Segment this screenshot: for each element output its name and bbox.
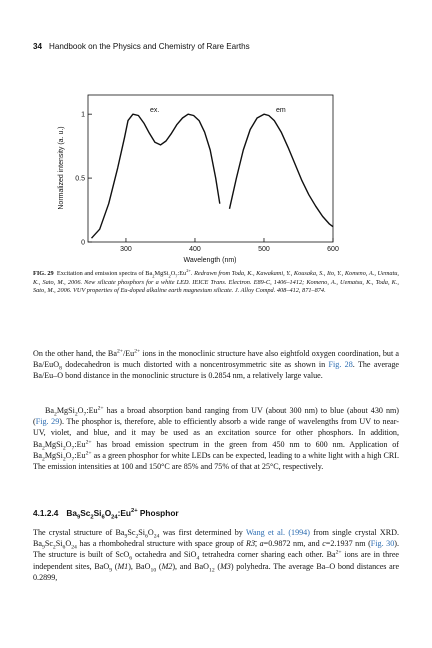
- text: ), and BaO: [172, 561, 209, 571]
- y-ticks: [75, 112, 92, 247]
- sub: 10: [150, 567, 157, 574]
- sub: 9: [42, 544, 45, 551]
- text: (: [112, 561, 118, 571]
- series-line-excitation: [92, 114, 220, 238]
- text: ,: [255, 539, 260, 549]
- sup: 2+: [116, 348, 123, 355]
- caption-text: Excitation and emission spectra of Ba: [56, 270, 153, 277]
- sub: 2: [90, 514, 94, 521]
- caption-sup: 2+: [186, 267, 191, 273]
- text: MgSi: [44, 439, 63, 449]
- text: (: [156, 561, 162, 571]
- text: Phosphor: [137, 508, 179, 518]
- sub: 6: [129, 556, 133, 563]
- caption-text: MgSi: [154, 270, 169, 277]
- text: MgSi: [56, 406, 75, 415]
- text: Si: [55, 539, 63, 549]
- text: was first determined by: [159, 528, 246, 537]
- sup: 2+: [97, 405, 104, 412]
- paragraph-3: [33, 527, 399, 583]
- figure-caption: [33, 267, 399, 296]
- spectra-chart: [58, 90, 339, 265]
- paragraph-1: [33, 348, 399, 382]
- sub: 2: [62, 445, 66, 452]
- sub: 8: [59, 365, 62, 372]
- fig-28-link[interactable]: Fig. 28: [328, 360, 353, 370]
- text: On the other hand, the Ba: [33, 349, 117, 358]
- x-axis-label: Wavelength (nm): [183, 257, 237, 264]
- sub: 2: [42, 456, 45, 463]
- sub: 24: [71, 544, 77, 551]
- sup: 2+: [134, 348, 141, 355]
- text: =2.1937 nm (: [325, 539, 371, 549]
- sup: 2+: [335, 549, 342, 556]
- text: ions are in three independent sites, BaO: [33, 550, 400, 571]
- page-number: 34: [33, 42, 43, 51]
- sub: 12: [209, 567, 215, 574]
- text: O: [65, 439, 72, 449]
- text: c: [322, 539, 326, 549]
- sup: 2+: [85, 450, 92, 457]
- annotation-ex: ex.: [150, 107, 160, 114]
- wang-1994-link[interactable]: Wang et al. (1994): [245, 528, 310, 537]
- sub: 2: [74, 411, 78, 418]
- caption-sub: 2: [152, 273, 155, 279]
- caption-label: FIG. 29: [33, 270, 54, 277]
- text: ). The structure is built of ScO: [33, 539, 399, 560]
- sub: 6: [101, 514, 105, 521]
- annotation-em: em: [276, 107, 286, 114]
- caption-source: Redrawn from Toda, K., Kawakami, Y., Kousaka, S., Ito, Y., Komeno, A., Uematu, K., Sato, M., 2006. New silicate phosphors for a white LED. IEICE Trans. Electron. E89-C, 1406–1412; Komeno, A., Uematsu, K., Toda, K., Sato, M., 2006. VUV properties of Eu-doped alkaline earth magnesium silicate. J. Alloy Compd. 408–412, 871–874.: [33, 270, 399, 295]
- series-group: [92, 114, 334, 238]
- text: ions in the monoclinic structure have also eightfold oxygen coordination, but a Ba/EuO: [33, 349, 399, 370]
- figure-29: [58, 90, 339, 265]
- y-axis-label: Normalized intensity (a. u.): [58, 126, 65, 210]
- y-tick-label: 0: [81, 239, 85, 247]
- text: ), BaO: [128, 561, 151, 571]
- sub: 24: [111, 514, 118, 521]
- text: Ba: [45, 406, 54, 415]
- text: has a rhombohedral structure with space group of: [76, 539, 246, 549]
- fig-30-link[interactable]: Fig. 30: [370, 539, 395, 549]
- series-line-emission: [230, 114, 334, 227]
- fig-29-link[interactable]: Fig. 29: [35, 417, 60, 427]
- paragraph-2: [33, 405, 399, 472]
- text: Si: [93, 508, 102, 518]
- text: ). The phosphor is, therefore, able to efficiently absorb a wide range of wavelengths from UV to near-UV, violet, and blue, and it may be used as an excitation source for other phosphors. In addition, Ba: [33, 417, 399, 449]
- sup: 2+: [85, 438, 92, 445]
- section-number: 4.1.2.4: [33, 508, 59, 518]
- text: M2: [161, 561, 173, 571]
- y-tick-label: 0.5: [75, 175, 85, 183]
- text: O: [147, 528, 154, 537]
- sub: 9: [124, 533, 128, 540]
- text: O: [104, 508, 112, 518]
- sub: 2: [52, 544, 56, 551]
- section-heading: [33, 508, 179, 521]
- text: . The average Ba/Eu–O bond distance in the monoclinic structure is 0.2854 nm, a relatively large value.: [33, 360, 399, 381]
- running-title: Handbook on the Physics and Chemistry of Rare Earths: [49, 42, 250, 51]
- text: =0.9872 nm, and: [263, 539, 323, 549]
- caption-text: :Eu: [177, 270, 187, 277]
- caption-sub: 2: [168, 273, 171, 279]
- sub: 6: [62, 544, 66, 551]
- sup: 2+: [130, 508, 138, 515]
- text: MgSi: [44, 450, 63, 460]
- sub: 2: [62, 456, 66, 463]
- text: O: [65, 450, 72, 460]
- x-tick-label: 400: [189, 246, 201, 253]
- text: Si: [138, 528, 146, 537]
- sub: 7: [71, 445, 75, 452]
- text: ) polyhedra. The average Ba–O bond distances are 0.2899,: [33, 561, 400, 582]
- sub: 7: [71, 456, 75, 463]
- text: :Eu: [86, 406, 98, 415]
- text: (: [214, 561, 221, 571]
- x-tick-label: 500: [258, 246, 270, 253]
- text: M1: [117, 561, 129, 571]
- text: R3̄: [246, 539, 255, 549]
- text: has broad emission spectrum in the green from 450 nm to 600 nm. Application of Ba: [33, 439, 399, 460]
- sub: 9: [109, 567, 113, 574]
- x-ticks: [120, 238, 339, 253]
- text: dodecahedron is much distorted with a noncentrosymmetric site as shown in: [61, 360, 329, 370]
- text: a: [259, 539, 264, 549]
- text: has a broad absorption band ranging from UV (about 300 nm) to blue (about 430 nm) (: [33, 406, 399, 427]
- sub: 24: [153, 533, 160, 540]
- text: Sc: [127, 528, 136, 537]
- text: The crystal structure of Ba: [33, 528, 125, 537]
- text: octahedra and SiO: [132, 550, 197, 560]
- caption-text: .: [190, 270, 195, 277]
- sub: 7: [83, 411, 87, 418]
- text: Ba: [66, 508, 77, 518]
- text: :Eu: [74, 450, 86, 460]
- sub: 4: [196, 556, 200, 563]
- sub: 2: [135, 533, 139, 540]
- text: O: [65, 539, 72, 549]
- sub: 9: [76, 514, 81, 521]
- text: Sc: [44, 539, 53, 549]
- sub: 6: [145, 533, 148, 540]
- text: tetrahedra corner sharing each other. Ba: [199, 550, 336, 560]
- text: as a green phosphor for white LEDs can be expected, leading to a white light with a high CRI. The emission intensities at 100 and 150°C are 85% and 75% of that at 25°C, respectively.: [33, 450, 399, 472]
- text: M3: [220, 561, 231, 571]
- sub: 2: [54, 411, 57, 418]
- caption-sub: 7: [175, 273, 178, 279]
- text: from single crystal XRD. Ba: [33, 528, 399, 549]
- text: Sc: [80, 508, 91, 518]
- caption-text: O: [170, 270, 176, 277]
- y-tick-label: 1: [81, 111, 85, 119]
- text: /Eu: [122, 349, 135, 358]
- sub: 2: [42, 445, 45, 452]
- text: :Eu: [74, 439, 86, 449]
- text: :Eu: [117, 508, 131, 518]
- x-tick-label: 300: [120, 246, 132, 253]
- x-tick-label: 600: [327, 246, 339, 253]
- text: O: [77, 406, 84, 415]
- running-header: [33, 42, 250, 51]
